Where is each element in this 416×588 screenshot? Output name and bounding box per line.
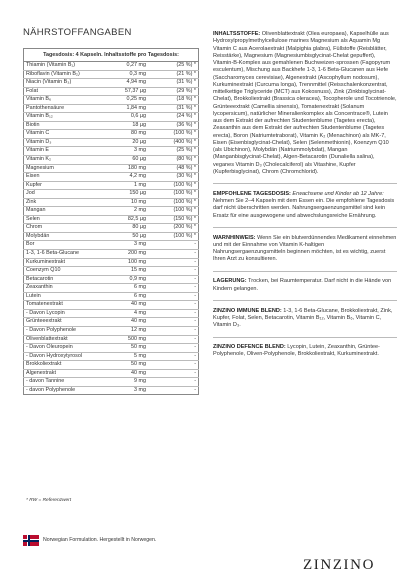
nutrient-amount: 0,6 µg: [101, 113, 148, 122]
nutrient-rw: -: [148, 369, 199, 378]
nutrient-name: Pantothensäure: [24, 104, 102, 113]
nutrient-rw: -: [148, 326, 199, 335]
table-row: [24, 138, 199, 147]
nutrient-amount: 50 µg: [101, 232, 148, 241]
table-row: [24, 275, 199, 284]
nutrient-amount: 0,25 mg: [101, 96, 148, 105]
nutrient-rw: (100 %) *: [148, 190, 199, 199]
nutrient-name: Thiamin (Vitamin B₁): [24, 62, 102, 71]
nutrient-name: - Davon Polyphenole: [24, 326, 102, 335]
nutrient-amount: 15 mg: [101, 267, 148, 276]
nutrient-amount: 40 mg: [101, 369, 148, 378]
immune-blend-text: 1-3, 1-6 Beta-Glucane, Brokkoliextrakt, Zink, Kupfer, Folat, Selen, Betacarotin, Vitamin B₁₂, Vitamin B₆, Vitamin C, Vitamin D₃.: [213, 307, 393, 329]
nutrient-amount: 0,3 mg: [101, 70, 148, 79]
nutrient-name: - Davon Oleuropein: [24, 344, 102, 353]
nutrient-rw: (80 %) *: [148, 156, 199, 165]
table-row: [24, 198, 199, 207]
table-row: [24, 250, 199, 259]
nutrient-amount: 180 mg: [101, 164, 148, 173]
nutrient-rw: -: [148, 386, 199, 395]
nutrient-rw: -: [148, 309, 199, 318]
dose-paragraph: [213, 191, 397, 220]
table-row: [24, 62, 199, 71]
nutrient-rw: (36 %) *: [148, 121, 199, 130]
nutrient-rw: -: [148, 318, 199, 327]
table-row: [24, 369, 199, 378]
table-row: [24, 335, 199, 344]
nutrient-name: Brokkoliextrakt: [24, 361, 102, 370]
nutrient-rw: (21 %) *: [148, 70, 199, 79]
nutrient-name: Riboflavin (Vitamin B₂): [24, 70, 102, 79]
table-row: [24, 301, 199, 310]
nutrient-rw: -: [148, 292, 199, 301]
nutrient-name: Biotin: [24, 121, 102, 130]
info-column: [213, 31, 397, 366]
table-row: [24, 215, 199, 224]
nutrient-rw: (25 %) *: [148, 62, 199, 71]
table-row: [24, 190, 199, 199]
nutrient-amount: 40 mg: [101, 301, 148, 310]
nutrient-rw: -: [148, 284, 199, 293]
nutrient-name: Vitamin B₆: [24, 96, 102, 105]
nutrient-amount: 50 mg: [101, 344, 148, 353]
footnote: * RW = Referenzwert: [26, 498, 72, 503]
nutrient-name: Tomatenextrakt: [24, 301, 102, 310]
nutrient-name: Selen: [24, 215, 102, 224]
table-row: [24, 224, 199, 233]
immune-blend-label: ZINZINO IMMUNE BLEND:: [213, 307, 282, 314]
nutrient-rw: (31 %) *: [148, 104, 199, 113]
nutrient-name: - davon Tannine: [24, 378, 102, 387]
nutrient-amount: 4 mg: [101, 309, 148, 318]
nutrient-name: Vitamin D₃: [24, 138, 102, 147]
dose-italic: Erwachsene und Kinder ab 12 Jahre:: [292, 190, 384, 197]
table-header: Tagesdosis: 4 Kapseln. Inhaltsstoffe pro Tagesdosis:: [24, 49, 199, 62]
divider: [213, 227, 397, 228]
nutrient-rw: -: [148, 361, 199, 370]
nutrient-name: - Davon Hydroxytyrosol: [24, 352, 102, 361]
table-row: [24, 164, 199, 173]
nutrient-name: Mangan: [24, 207, 102, 216]
nutrient-name: Lutein: [24, 292, 102, 301]
nutrient-name: Bor: [24, 241, 102, 250]
table-row: [24, 352, 199, 361]
table-row: [24, 104, 199, 113]
nutrient-rw: (100 %) *: [148, 130, 199, 139]
nutrient-name: Molybdän: [24, 232, 102, 241]
brand-logo: ZINZINO: [303, 557, 376, 573]
table-row: [24, 113, 199, 122]
nutrient-rw: (100 %) *: [148, 181, 199, 190]
nutrient-rw: -: [148, 267, 199, 276]
nutrient-name: Niacin (Vitamin B₃): [24, 79, 102, 88]
divider: [213, 300, 397, 301]
nutrient-amount: 100 mg: [101, 258, 148, 267]
nutrient-rw: -: [148, 275, 199, 284]
table-row: [24, 70, 199, 79]
nutrient-amount: 80 µg: [101, 224, 148, 233]
nutrient-rw: -: [148, 241, 199, 250]
table-row: [24, 121, 199, 130]
nutrient-amount: 10 mg: [101, 198, 148, 207]
immune-blend-paragraph: [213, 308, 397, 330]
table-row: [24, 344, 199, 353]
table-row: [24, 292, 199, 301]
nutrient-rw: (30 %) *: [148, 173, 199, 182]
table-row: [24, 241, 199, 250]
nutrient-name: Eisen: [24, 173, 102, 182]
nutrient-amount: 1 mg: [101, 181, 148, 190]
table-row: [24, 173, 199, 182]
nutrient-amount: 6 mg: [101, 292, 148, 301]
dose-text: Nehmen Sie 2–4 Kapseln mit dem Essen ein. Die empfohlene Tagesdosis darf nicht überschritten werden. Nahrungsergaenzungsmittel sind kein Ersatz für eine ausgewogene und abwechslungsreiche Ernährung.: [213, 198, 395, 219]
table-row: [24, 156, 199, 165]
nutrient-amount: 60 µg: [101, 156, 148, 165]
nutrient-rw: (200 %) *: [148, 224, 199, 233]
nutrient-name: - Davon Lycopin: [24, 309, 102, 318]
nutrient-name: Vitamin C: [24, 130, 102, 139]
ingredients-label: INHALTSSTOFFE:: [213, 31, 261, 37]
ingredients-text: Olivenblattextrakt (Olea europaea), Kapselhülle aus Hydroxylpropylmethylcellulose marines Magnesium als Aquamin Mg Vitamin C aus Acerolaextrakt (Malpighia glabra), Füllstoffe (Reisblätter, Reisstärke), Magnesium (Magnesiumbisglycinat-Chelat gepuffert), Vitamin-B-Komplex aus gemahlenen Buchweizen-sprossen (Fagopyrum esculentum), Mischung aus Backhefe 1-3, 1-6 Beta-Glucanen aus Hefe (Saccharomyces cerevisiae), Algenextrakt (Ascophyllum nodosum), Kurkuminextrakt (Curcuma longa), Trennmittel (Reisschalenkonzentrat, mittelkettige Triglyceride (MCT) aus Kokosnuss), Zink (Zinkbisglycinat-Chelat), Brokkoliextrakt (Brassica oleracea), Tocopherole und Tocotrienole, Grünteeextrakt (Camellia sinensis), Tomatenextrakt (Solanum lycopersicum), natürlicher Mineralienkomplex als Concentrace®, Lutein aus dem Extrakt der aufrechten Studentenblume (Tagetes erecta), Zeaxanthin aus dem Extrakt der aufrechten Studentenblume (Tagetes erecta), Boron (Natriumtetraborat), Vitamin K₂ (Menachinon) als MK-7, Eisen (Eisenbisglycinat-Chelat), Selen (Selenmethionin), Koenzym Q10 (als Ubichinon), Molybdän (Natriummolybdat), Mangan (Manganbisglycinat-Chelat), Algen-Betacarotin (Dunaliella salina), veganes Vitamin D₃ (Cholecalciferol) als Vitashine, Kupfer (Kupferbisglycinat), Chrom (Chromchlorid).: [213, 31, 397, 175]
nutrient-amount: 40 mg: [101, 318, 148, 327]
table-row: [24, 147, 199, 156]
defence-blend-paragraph: [213, 344, 397, 359]
nutrient-rw: (31 %) *: [148, 79, 199, 88]
nutrient-name: Zeaxanthin: [24, 284, 102, 293]
divider: [213, 271, 397, 272]
origin-text: Norwegian Formulation. Hergestellt in Norwegen.: [43, 537, 157, 543]
nutrient-rw: -: [148, 335, 199, 344]
nutrient-name: Jod: [24, 190, 102, 199]
nutrient-amount: 50 mg: [101, 361, 148, 370]
table-row: [24, 378, 199, 387]
nutrient-name: Olivenblattextrakt: [24, 335, 102, 344]
nutrient-amount: 6 mg: [101, 284, 148, 293]
nutrient-amount: 4,94 mg: [101, 79, 148, 88]
nutrient-amount: 3 mg: [101, 147, 148, 156]
nutrient-rw: -: [148, 344, 199, 353]
nutrient-amount: 500 mg: [101, 335, 148, 344]
nutrient-amount: 4,2 mg: [101, 173, 148, 182]
table-row: [24, 130, 199, 139]
nutrient-name: Vitamin K₂: [24, 156, 102, 165]
divider: [213, 183, 397, 184]
table-row: [24, 361, 199, 370]
warning-paragraph: [213, 235, 397, 264]
nutrient-rw: -: [148, 378, 199, 387]
nutrient-rw: (24 %) *: [148, 113, 199, 122]
nutrient-name: - davon Polyphenole: [24, 386, 102, 395]
defence-blend-label: ZINZINO DEFENCE BLEND:: [213, 344, 286, 351]
norway-flag-icon: [23, 535, 39, 546]
table-row: [24, 284, 199, 293]
nutrient-amount: 80 mg: [101, 130, 148, 139]
table-row: [24, 87, 199, 96]
nutrient-amount: 12 mg: [101, 326, 148, 335]
nutrient-amount: 2 mg: [101, 207, 148, 216]
nutrient-amount: 3 mg: [101, 241, 148, 250]
nutrient-name: Coenzym Q10: [24, 267, 102, 276]
nutrient-rw: -: [148, 301, 199, 310]
table-row: [24, 258, 199, 267]
table-row: [24, 267, 199, 276]
table-row: [24, 207, 199, 216]
warning-label: WARNHINWEIS:: [213, 234, 256, 241]
nutrient-amount: 0,27 mg: [101, 62, 148, 71]
nutrient-name: Magnesium: [24, 164, 102, 173]
dose-label: EMPFOHLENE TAGESDOSIS:: [213, 190, 291, 197]
nutrient-name: Kupfer: [24, 181, 102, 190]
nutrient-rw: -: [148, 250, 199, 259]
nutrient-name: Grünteeextrakt: [24, 318, 102, 327]
table-row: [24, 318, 199, 327]
nutrient-rw: (100 %) *: [148, 198, 199, 207]
table-row: [24, 181, 199, 190]
ingredients-paragraph: [213, 31, 397, 176]
nutrient-amount: 57,37 µg: [101, 87, 148, 96]
nutrient-amount: 200 mg: [101, 250, 148, 259]
nutrient-rw: -: [148, 352, 199, 361]
nutrient-name: Folat: [24, 87, 102, 96]
nutrient-name: Algenextrakt: [24, 369, 102, 378]
nutrient-rw: (48 %) *: [148, 164, 199, 173]
nutrient-amount: 18 µg: [101, 121, 148, 130]
warning-text: Wenn Sie ein blutverdünnendes Medikament einnehmen und mit der Einnahme von Vitamin K-haltigen Nahrungsergaenzungsmitteln beginnen möchten, ist es wichtig, zuerst Ihren Arzt zu konsultieren.: [213, 234, 397, 263]
nutrient-name: Betacarotin: [24, 275, 102, 284]
storage-paragraph: [213, 278, 397, 293]
nutrient-rw: (100 %) *: [148, 232, 199, 241]
nutrient-name: 1-3, 1-6 Beta-Glucane: [24, 250, 102, 259]
storage-label: LAGERUNG:: [213, 278, 247, 285]
storage-text: Trocken, bei Raumtemperatur. Darf nicht in die Hände von Kindern gelangen.: [213, 278, 392, 292]
nutrient-name: Zink: [24, 198, 102, 207]
nutrient-name: Chrom: [24, 224, 102, 233]
table-row: [24, 79, 199, 88]
nutrient-rw: (29 %) *: [148, 87, 199, 96]
nutrient-amount: 1,84 mg: [101, 104, 148, 113]
nutrient-rw: (18 %) *: [148, 96, 199, 105]
page-title: NÄHRSTOFFANGABEN: [23, 27, 132, 38]
nutrient-amount: 0,9 mg: [101, 275, 148, 284]
table-row: [24, 309, 199, 318]
nutrient-rw: (400 %) *: [148, 138, 199, 147]
nutrient-rw: -: [148, 258, 199, 267]
nutrition-table: [23, 48, 199, 395]
table-row: [24, 326, 199, 335]
nutrient-amount: 82,5 µg: [101, 215, 148, 224]
nutrient-amount: 5 mg: [101, 352, 148, 361]
table-row: [24, 96, 199, 105]
nutrient-rw: (25 %) *: [148, 147, 199, 156]
nutrient-name: Vitamin E: [24, 147, 102, 156]
defence-blend-text: Lycopin, Lutein, Zeaxanthin, Grüntee-Polyphenole, Oliven-Polyphenole, Brokkoliextrakt, Kurkuminextrakt.: [213, 344, 380, 358]
nutrient-amount: 9 mg: [101, 378, 148, 387]
nutrient-rw: (100 %) *: [148, 207, 199, 216]
nutrient-amount: 150 µg: [101, 190, 148, 199]
nutrient-rw: (150 %) *: [148, 215, 199, 224]
nutrient-name: Kurkuminextrakt: [24, 258, 102, 267]
table-row: [24, 386, 199, 395]
nutrient-amount: 3 mg: [101, 386, 148, 395]
nutrient-name: Vitamin B₁₂: [24, 113, 102, 122]
nutrient-amount: 20 µg: [101, 138, 148, 147]
divider: [213, 337, 397, 338]
table-row: [24, 232, 199, 241]
